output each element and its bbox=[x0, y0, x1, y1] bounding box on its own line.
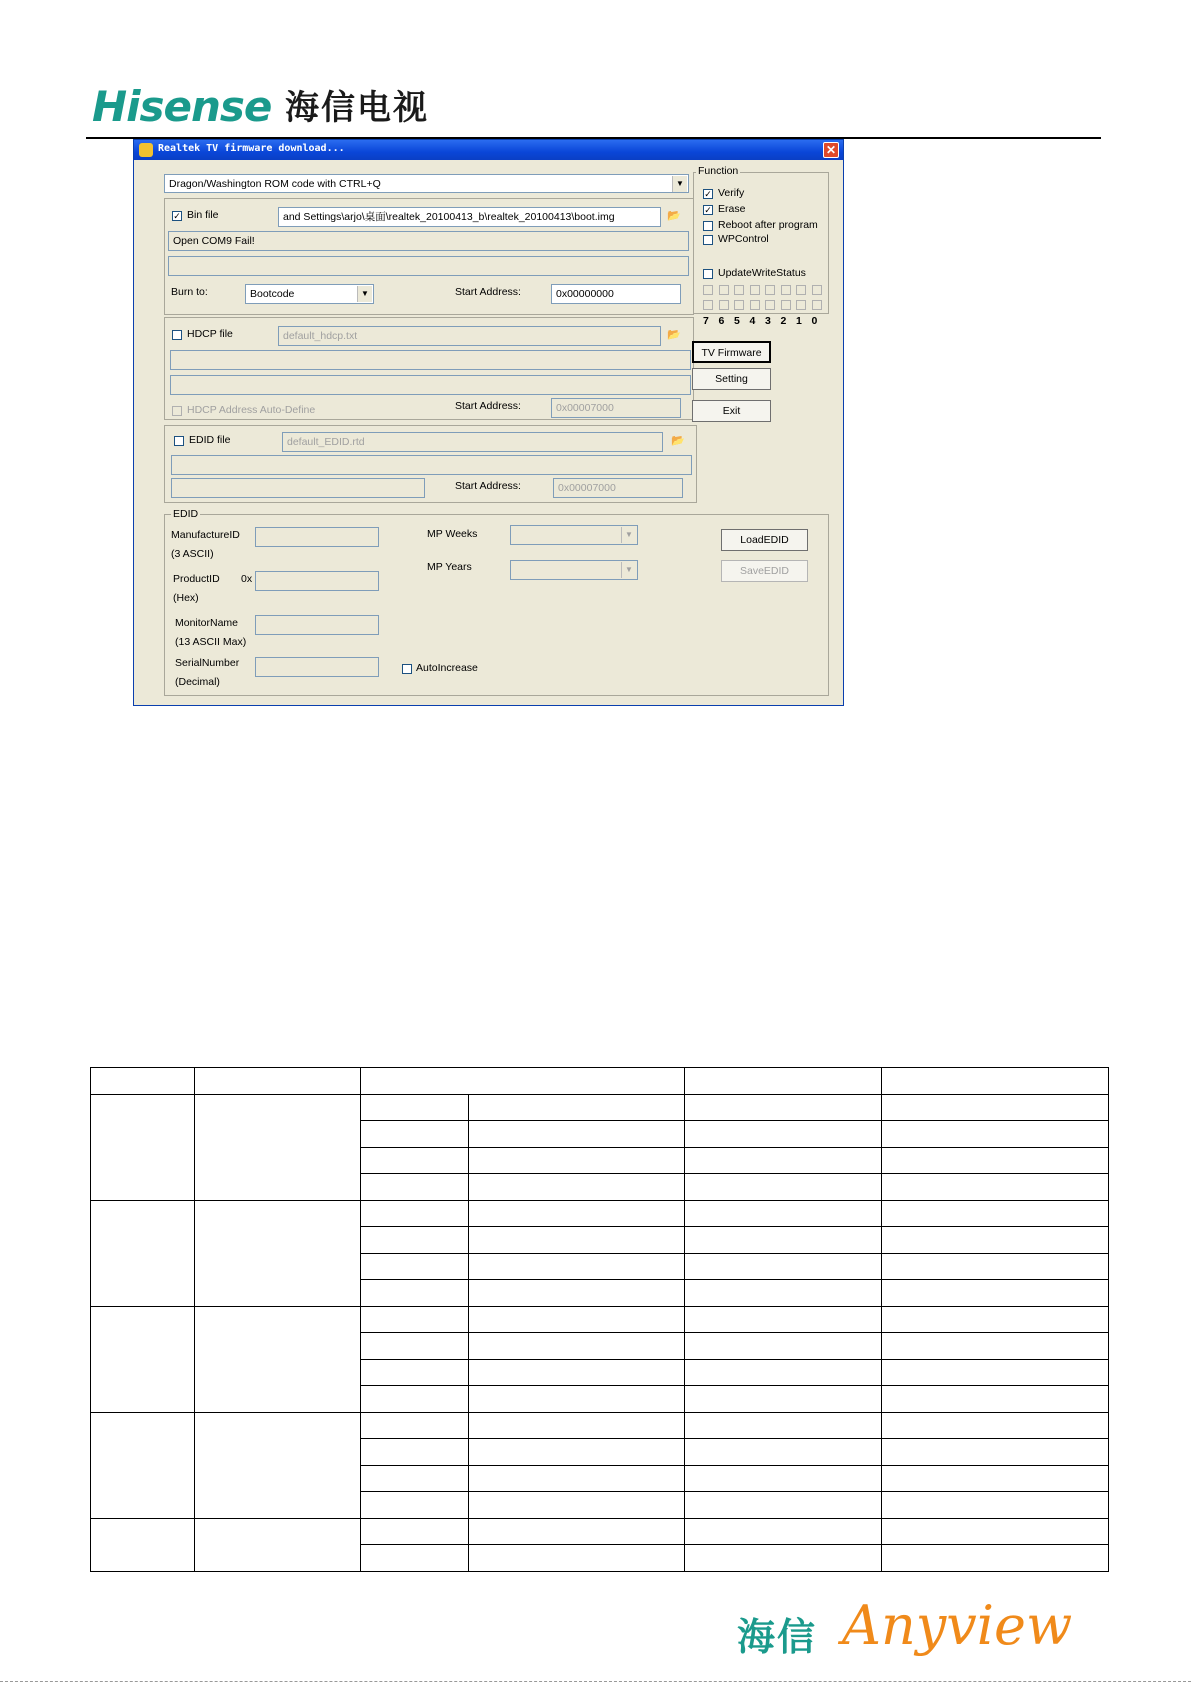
rom-mode-value: Dragon/Washington ROM code with CTRL+Q bbox=[169, 178, 381, 190]
wpcontrol-checkbox[interactable] bbox=[703, 235, 713, 245]
blank-record-table bbox=[90, 1067, 1109, 1572]
edid-file-path: default_EDID.rtd bbox=[282, 432, 663, 452]
bit-checkbox bbox=[781, 285, 791, 295]
update-write-status-label: UpdateWriteStatus bbox=[718, 267, 806, 279]
mp-weeks-label: MP Weeks bbox=[427, 528, 478, 540]
page-bottom-rule bbox=[0, 1681, 1191, 1682]
save-edid-button: SaveEDID bbox=[721, 560, 808, 582]
bit-checkbox bbox=[812, 300, 822, 310]
burn-to-select[interactable] bbox=[245, 284, 374, 304]
bit-checkbox bbox=[719, 285, 729, 295]
bin-start-address-label: Start Address: bbox=[455, 286, 521, 298]
exit-button[interactable]: Exit bbox=[692, 400, 771, 422]
bit-checkbox bbox=[719, 300, 729, 310]
hdcp-start-address-input: 0x00007000 bbox=[551, 398, 681, 418]
reboot-checkbox[interactable] bbox=[703, 221, 713, 231]
edid-file-group bbox=[164, 425, 697, 503]
bit-label: 3 bbox=[765, 315, 771, 327]
chevron-down-icon: ▼ bbox=[621, 527, 636, 543]
bit-checkbox bbox=[812, 285, 822, 295]
bit-label: 2 bbox=[780, 315, 787, 327]
tv-firmware-button[interactable]: TV Firmware bbox=[692, 341, 771, 363]
monitor-name-input bbox=[255, 615, 379, 635]
bit-checkbox bbox=[765, 300, 775, 310]
anyview-logo: Anyview bbox=[842, 1594, 1073, 1657]
chevron-down-icon: ▼ bbox=[621, 562, 636, 578]
reboot-label: Reboot after program bbox=[718, 219, 818, 231]
erase-label: Erase bbox=[718, 203, 746, 215]
bin-group bbox=[164, 198, 694, 315]
verify-label: Verify bbox=[718, 187, 745, 199]
chevron-down-icon[interactable]: ▼ bbox=[357, 286, 372, 302]
hdcp-status-field bbox=[170, 350, 691, 370]
bit-checkbox bbox=[703, 300, 713, 310]
browse-folder-icon: 📂 bbox=[667, 329, 681, 341]
hdcp-progress-field bbox=[170, 375, 691, 395]
bin-file-checkbox[interactable]: ✓ bbox=[173, 211, 181, 221]
wpcontrol-label: WPControl bbox=[718, 233, 769, 245]
burn-to-label: Burn to: bbox=[171, 286, 208, 298]
erase-checkbox[interactable]: ✓ bbox=[704, 205, 712, 215]
edid-file-checkbox[interactable] bbox=[174, 436, 184, 446]
edid-progress-field bbox=[171, 478, 425, 498]
mp-years-label: MP Years bbox=[427, 561, 472, 573]
bit-label: 1 bbox=[796, 315, 802, 327]
hdcp-auto-define-checkbox bbox=[172, 406, 182, 416]
bin-file-label: Bin file bbox=[187, 209, 219, 221]
edid-status-field bbox=[171, 455, 692, 475]
load-edid-button[interactable]: LoadEDID bbox=[721, 529, 808, 551]
monitor-name-hint: (13 ASCII Max) bbox=[175, 636, 247, 648]
auto-increase-label: AutoIncrease bbox=[416, 662, 478, 674]
update-write-status-checkbox[interactable] bbox=[703, 269, 713, 279]
bit-checkbox bbox=[734, 300, 744, 310]
browse-folder-icon[interactable]: 📂 bbox=[667, 210, 681, 222]
app-icon bbox=[139, 143, 153, 157]
bin-start-address-input[interactable]: 0x00000000 bbox=[551, 284, 681, 304]
bin-file-path[interactable]: and Settings\arjo\桌面\realtek_20100413_b\realtek_20100413\boot.img bbox=[278, 207, 661, 227]
hisense-logo: Hisense bbox=[92, 82, 272, 131]
bit-checkbox bbox=[703, 285, 713, 295]
hdcp-start-address-label: Start Address: bbox=[455, 400, 521, 412]
product-id-input bbox=[255, 571, 379, 591]
bit-label: 0 bbox=[811, 315, 818, 327]
title-bar[interactable] bbox=[134, 140, 843, 160]
browse-folder-icon: 📂 bbox=[671, 435, 685, 447]
bit-label: 6 bbox=[718, 315, 725, 327]
hisense-footer-logo-cn: 海信 bbox=[737, 1615, 818, 1659]
rom-mode-select[interactable] bbox=[164, 174, 689, 193]
status-bit-grid bbox=[703, 285, 828, 313]
chevron-down-icon[interactable]: ▼ bbox=[672, 176, 687, 192]
bit-checkbox bbox=[781, 300, 791, 310]
window-title: Realtek TV firmware download... bbox=[158, 143, 345, 154]
edid-file-label: EDID file bbox=[189, 434, 231, 446]
table-row bbox=[91, 1412, 1109, 1439]
edid-title: EDID bbox=[173, 508, 199, 520]
bit-label: 4 bbox=[749, 315, 756, 327]
verify-checkbox[interactable]: ✓ bbox=[704, 189, 712, 199]
edid-start-address-label: Start Address: bbox=[455, 480, 521, 492]
hdcp-file-label: HDCP file bbox=[187, 328, 233, 340]
table-row bbox=[91, 1518, 1109, 1545]
bit-checkbox bbox=[796, 285, 806, 295]
serial-number-label: SerialNumber bbox=[175, 657, 240, 669]
firmware-download-window bbox=[133, 139, 844, 706]
bit-checkbox bbox=[734, 285, 744, 295]
function-group bbox=[693, 165, 829, 327]
close-button[interactable]: ✕ bbox=[823, 142, 839, 158]
bit-checkbox bbox=[765, 285, 775, 295]
product-id-label: ProductID bbox=[173, 573, 220, 585]
edid-start-address-input: 0x00007000 bbox=[553, 478, 683, 498]
hdcp-file-checkbox[interactable] bbox=[172, 330, 182, 340]
function-title: Function bbox=[698, 165, 739, 177]
serial-number-input bbox=[255, 657, 379, 677]
product-id-hint: (Hex) bbox=[173, 592, 199, 604]
edid-group bbox=[164, 508, 829, 696]
mp-years-select bbox=[510, 560, 638, 580]
hisense-tv-logo-cn: 海信电视 bbox=[285, 88, 429, 128]
hdcp-file-path: default_hdcp.txt bbox=[278, 326, 661, 346]
table-row bbox=[91, 1306, 1109, 1333]
hdcp-auto-define-label: HDCP Address Auto-Define bbox=[187, 404, 316, 416]
manufacture-id-input bbox=[255, 527, 379, 547]
monitor-name-label: MonitorName bbox=[175, 617, 239, 629]
bit-label: 7 bbox=[703, 315, 709, 327]
bit-checkbox bbox=[796, 300, 806, 310]
mp-weeks-select bbox=[510, 525, 638, 545]
serial-number-hint: (Decimal) bbox=[175, 676, 220, 688]
table-row bbox=[91, 1200, 1109, 1227]
bin-progress-field bbox=[168, 256, 689, 276]
table-row bbox=[91, 1094, 1109, 1121]
bit-checkbox bbox=[750, 285, 760, 295]
manufacture-id-label: ManufactureID bbox=[171, 529, 240, 541]
burn-to-value: Bootcode bbox=[250, 288, 295, 300]
hdcp-group bbox=[164, 317, 694, 420]
setting-button[interactable]: Setting bbox=[692, 368, 771, 390]
manufacture-id-hint: (3 ASCII) bbox=[171, 548, 214, 560]
product-id-prefix: 0x bbox=[241, 573, 253, 585]
bit-label: 5 bbox=[734, 315, 740, 327]
bit-checkbox bbox=[750, 300, 760, 310]
bin-status-field: Open COM9 Fail! bbox=[168, 231, 689, 251]
table-header-row bbox=[91, 1068, 1109, 1095]
auto-increase-checkbox[interactable] bbox=[402, 664, 412, 674]
